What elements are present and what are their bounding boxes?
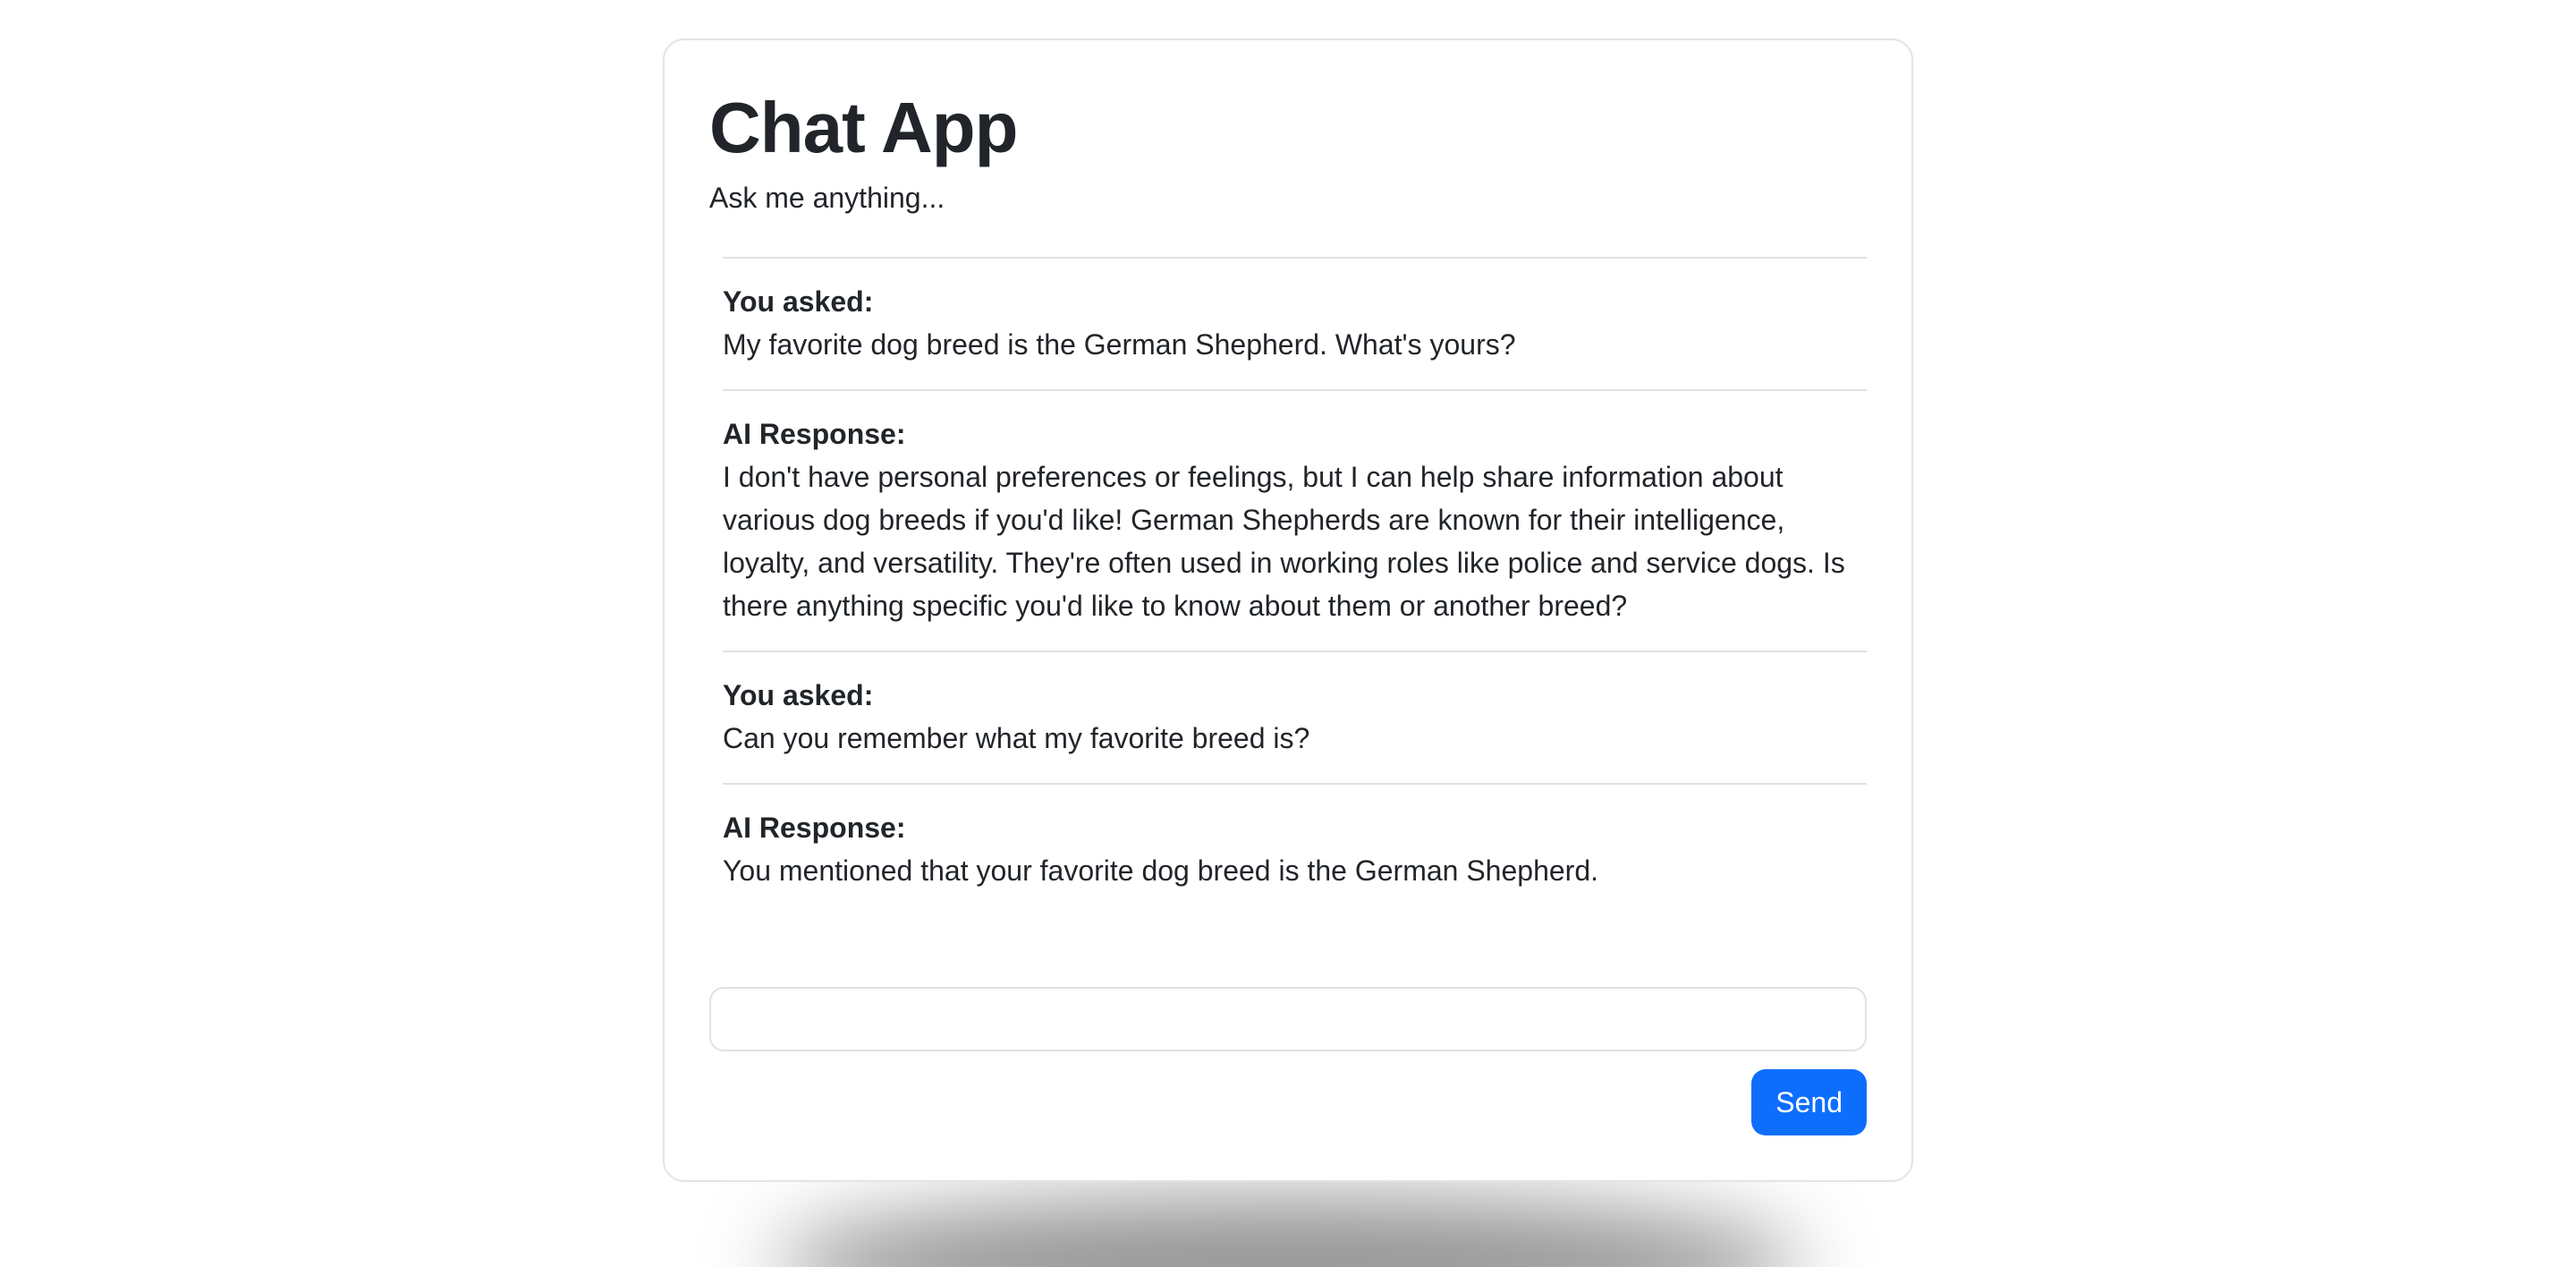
composer-actions [709,1069,1867,1135]
message-divider [723,389,1867,391]
message-item [723,257,1867,366]
page-title: Chat App [709,88,1018,167]
message-text: I don't have personal preferences or feelings, but I can help share information about various dog breeds if you'd like! German Shepherds are known for their intelligence, loyalty, and versatility. They're often used in working roles like police and service dogs. Is there anything specific you'd like to know about them or another breed? [723,461,1845,622]
message-list [709,234,1867,892]
message-label: AI Response: [723,812,906,844]
message-divider [723,651,1867,652]
message-text: You mentioned that your favorite dog breed is the German Shepherd. [723,855,1598,887]
message-label: AI Response: [723,418,906,450]
message-label: You asked: [723,679,874,711]
app-subtitle: Ask me anything... [709,182,945,214]
message-label: You asked: [723,285,874,318]
message-item [723,783,1867,892]
chat-input[interactable] [709,987,1867,1051]
message-divider [723,257,1867,259]
composer [709,987,1867,1135]
message-divider [723,783,1867,785]
message-item [723,651,1867,760]
message-text: My favorite dog breed is the German Shepherd. What's yours? [723,328,1516,361]
chat-card [663,38,1913,1182]
send-button[interactable]: Send [1751,1069,1867,1135]
message-text: Can you remember what my favorite breed is? [723,722,1310,754]
page [0,38,2576,1267]
bottom-window-shadow [774,1197,1802,1267]
message-item [723,389,1867,627]
